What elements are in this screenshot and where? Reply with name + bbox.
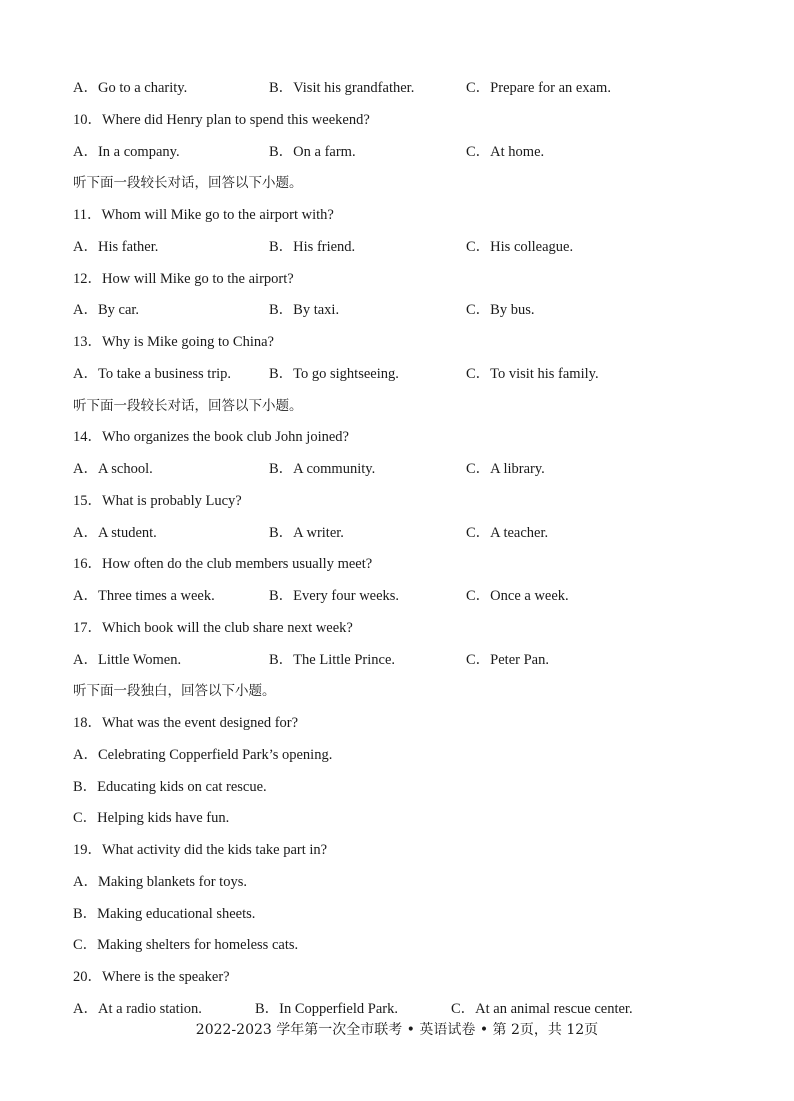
option-c: C．A library. xyxy=(466,461,545,477)
section-instruction: 听下面一段较长对话，回答以下小题。 xyxy=(73,397,303,414)
question-text: 19．What activity did the kids take part in? xyxy=(73,842,328,858)
option-a: A．Three times a week. xyxy=(73,588,215,604)
option-a: A．A student. xyxy=(73,524,157,541)
option-a: A．At a radio station. xyxy=(73,1000,202,1017)
option-a: A．Go to a charity. xyxy=(73,80,188,96)
option-c: C．Prepare for an exam. xyxy=(466,80,611,96)
option-b: B．In Copperfield Park. xyxy=(255,1000,398,1017)
section-instruction: 听下面一段独白，回答以下小题。 xyxy=(73,683,276,700)
option-b: B．By taxi. xyxy=(269,302,340,319)
page-footer: 2022-2023 学年第一次全市联考 • 英语试卷 • 第 2页，共 12页 xyxy=(195,1022,599,1038)
option-b: B．On a farm. xyxy=(269,143,356,160)
option-b: B．A writer. xyxy=(269,524,344,541)
option-b: B．To go sightseeing. xyxy=(269,365,399,382)
option-c: C．By bus. xyxy=(466,302,535,319)
option-a: A．To take a business trip. xyxy=(73,365,232,382)
option-c: C．A teacher. xyxy=(466,524,549,541)
question-text: 13．Why is Mike going to China? xyxy=(73,334,274,350)
question-text: 18．What was the event designed for? xyxy=(73,715,299,731)
option-b: B．The Little Prince. xyxy=(269,651,396,668)
option-line: B．Educating kids on cat rescue. xyxy=(73,778,267,795)
option-b: B．Visit his grandfather. xyxy=(269,80,415,96)
option-c: C．Once a week. xyxy=(466,588,569,604)
option-a: A．Little Women. xyxy=(73,651,182,668)
section-instruction: 听下面一段较长对话，回答以下小题。 xyxy=(73,175,303,192)
option-line: B．Making educational sheets. xyxy=(73,905,256,922)
option-c: C．At an animal rescue center. xyxy=(451,1000,633,1017)
question-text: 12．How will Mike go to the airport? xyxy=(73,270,294,287)
question-text: 15．What is probably Lucy? xyxy=(73,492,242,509)
option-c: C．To visit his family. xyxy=(466,365,599,382)
option-b: B．His friend. xyxy=(269,238,356,255)
question-text: 11．Whom will Mike go to the airport with? xyxy=(73,207,334,223)
option-line: C．Helping kids have fun. xyxy=(73,810,230,827)
option-line: A．Making blankets for toys. xyxy=(73,873,247,890)
question-text: 20．Where is the speaker? xyxy=(73,969,230,985)
option-c: C．His colleague. xyxy=(466,238,574,255)
question-text: 16．How often do the club members usually meet? xyxy=(73,556,373,573)
question-text: 17．Which book will the club share next week? xyxy=(73,619,353,636)
option-a: A．By car. xyxy=(73,302,140,319)
question-text: 14．Who organizes the book club John joined? xyxy=(73,429,349,446)
option-b: B．A community. xyxy=(269,461,376,477)
option-a: A．His father. xyxy=(73,238,159,255)
option-b: B．Every four weeks. xyxy=(269,588,400,604)
option-line: C．Making shelters for homeless cats. xyxy=(73,937,299,954)
option-c: C．At home. xyxy=(466,143,545,160)
option-a: A．In a company. xyxy=(73,143,180,160)
option-a: A．A school. xyxy=(73,461,153,477)
option-c: C．Peter Pan. xyxy=(466,651,549,668)
option-line: A．Celebrating Copperfield Park’s opening. xyxy=(73,746,333,763)
question-text: 10．Where did Henry plan to spend this weekend? xyxy=(73,111,370,128)
